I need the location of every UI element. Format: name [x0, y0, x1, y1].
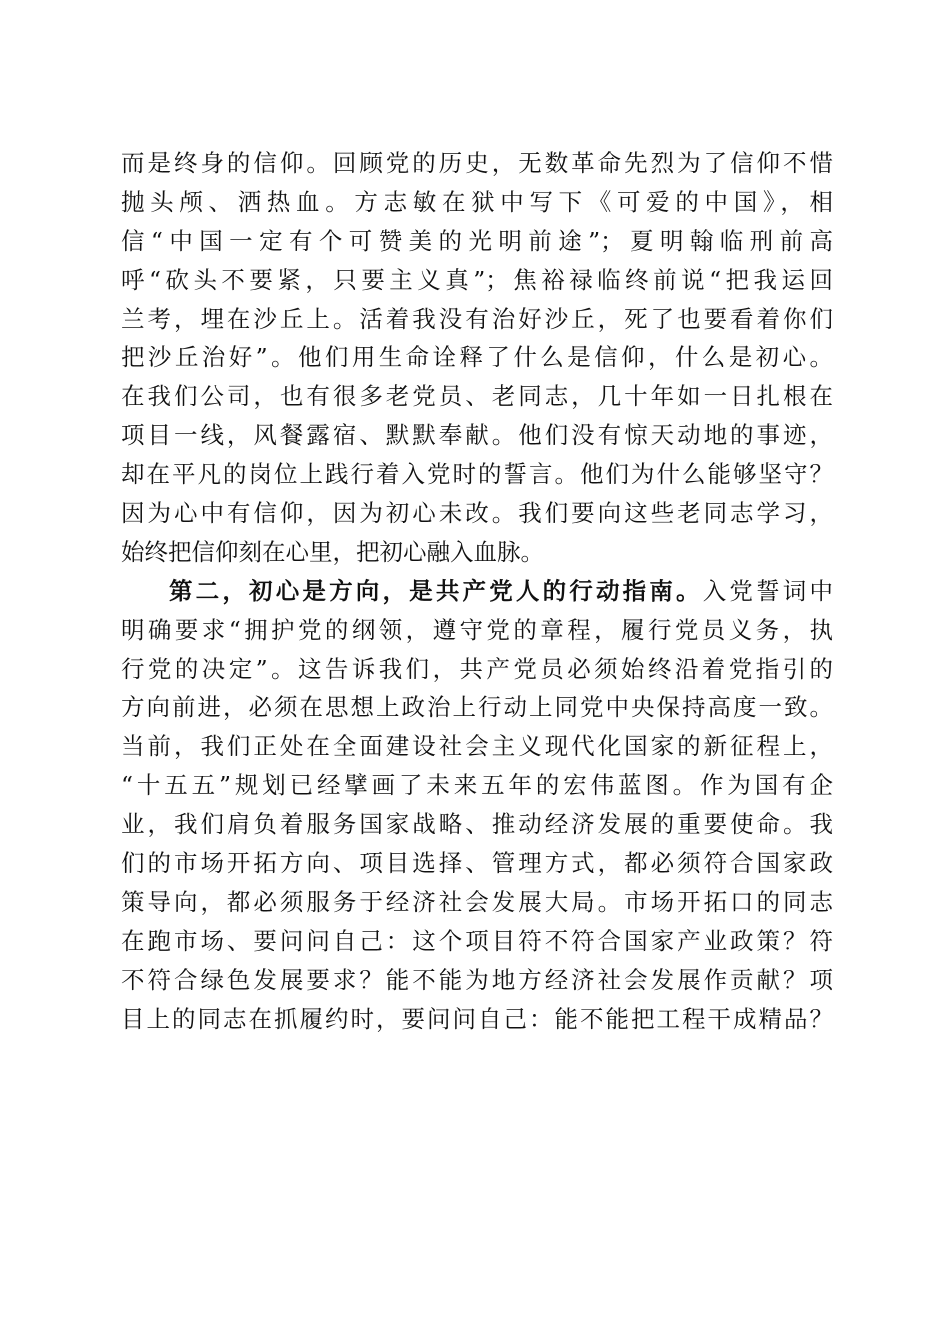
- body-text: [121, 144, 833, 1038]
- text-line: 们的市场开拓方向、项目选择、管理方式，都必须符合国家政: [121, 849, 833, 878]
- text-line: 信“中国一定有个可赞美的光明前途”；夏明翰临刑前高: [121, 226, 833, 255]
- text-line: 方向前进，必须在思想上政治上行动上同党中央保持高度一致。: [121, 693, 833, 722]
- text-line: 业，我们肩负着服务国家战略、推动经济发展的重要使命。我: [121, 810, 833, 839]
- text-line: 行党的决定”。这告诉我们，共产党员必须始终沿着党指引的: [121, 654, 833, 683]
- paragraph-direction: [121, 572, 833, 1039]
- text-line: 却在平凡的岗位上践行着入党时的誓言。他们为什么能够坚守？: [121, 460, 833, 489]
- text-line: 不符合绿色发展要求？能不能为地方经济社会发展作贡献？项: [121, 965, 833, 994]
- text-line: “十五五”规划已经擘画了未来五年的宏伟蓝图。作为国有企: [121, 771, 833, 800]
- text-line: 在跑市场、要问问自己：这个项目符不符合国家产业政策？符: [121, 926, 833, 955]
- text-line: 项目一线，风餐露宿、默默奉献。他们没有惊天动地的事迹，: [121, 421, 833, 450]
- text-line: 而是终身的信仰。回顾党的历史，无数革命先烈为了信仰不惜: [121, 149, 833, 177]
- paragraph-heading: 第二，初心是方向，是共产党人的行动指南。: [169, 576, 703, 605]
- paragraph-faith: [121, 144, 833, 572]
- text-line: 兰考，埋在沙丘上。活着我没有治好沙丘，死了也要看着你们: [121, 304, 833, 333]
- text-line: 始终把信仰刻在心里，把初心融入血脉。: [121, 537, 544, 566]
- text-line: 呼“砍头不要紧，只要主义真”；焦裕禄临终前说“把我运回: [121, 265, 833, 294]
- heading-continuation: 入党誓词中: [702, 576, 833, 605]
- text-line: 在我们公司，也有很多老党员、老同志，几十年如一日扎根在: [121, 382, 833, 411]
- text-line-first: [121, 572, 833, 611]
- text-line: 因为心中有信仰，因为初心未改。我们要向这些老同志学习，: [121, 499, 833, 528]
- text-line: 目上的同志在抓履约时，要问问自己：能不能把工程干成精品？: [121, 1004, 833, 1033]
- text-line: 抛头颅、洒热血。方志敏在狱中写下《可爱的中国》，相: [121, 187, 833, 216]
- text-line: 把沙丘治好”。他们用生命诠释了什么是信仰，什么是初心。: [121, 343, 833, 372]
- text-line: 明确要求“拥护党的纲领，遵守党的章程，履行党员义务，执: [121, 615, 833, 644]
- text-line: 策导向，都必须服务于经济社会发展大局。市场开拓口的同志: [121, 887, 833, 916]
- text-line: 当前，我们正处在全面建设社会主义现代化国家的新征程上，: [121, 732, 833, 761]
